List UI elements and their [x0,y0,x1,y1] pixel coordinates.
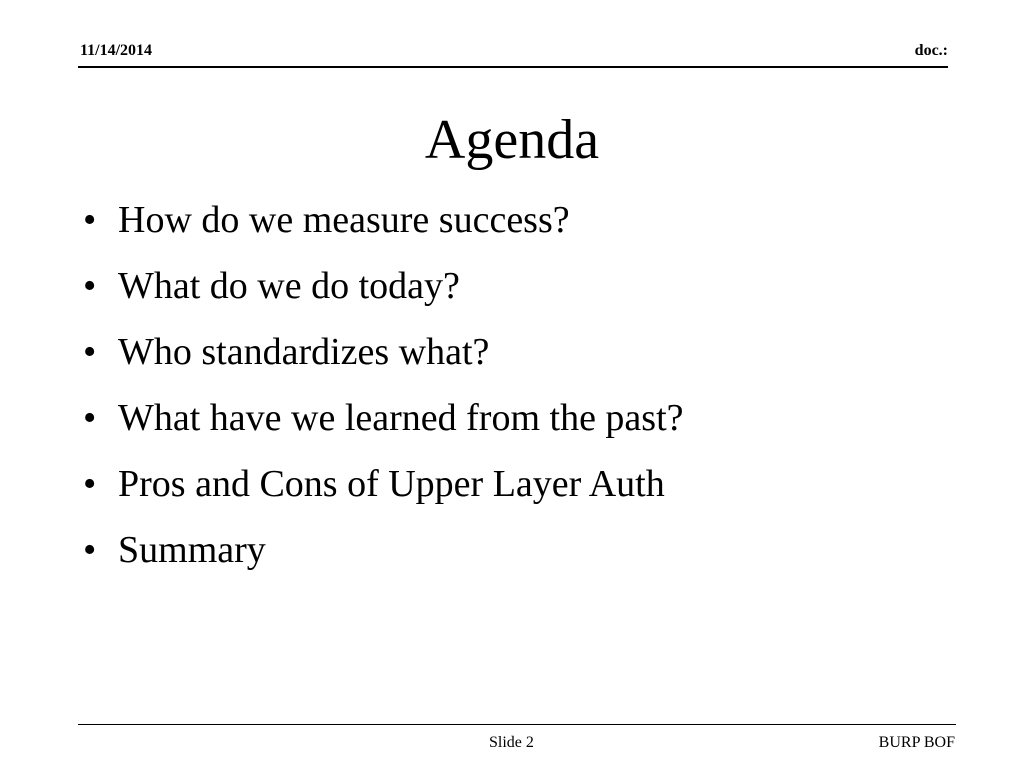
agenda-item [83,187,684,253]
bullet-icon: • [83,331,97,373]
bullet-icon: • [83,199,97,241]
header-doc-label: doc.: [914,42,948,59]
agenda-item-text: Pros and Cons of Upper Layer Auth [118,463,665,505]
slide-title: Agenda [424,109,600,171]
bullet-icon: • [83,265,97,307]
agenda-item-text: Who standardizes what? [118,331,490,373]
agenda-item-text: What do we do today? [118,265,460,307]
header-divider [78,66,948,68]
bullet-icon: • [83,529,97,571]
agenda-item-text: Summary [118,529,266,571]
agenda-item [83,517,684,583]
agenda-item [83,451,684,517]
bullet-icon: • [83,463,97,505]
agenda-item [83,253,684,319]
footer-label: BURP BOF [878,734,955,751]
agenda-item-text: What have we learned from the past? [118,397,684,439]
bullet-icon: • [83,397,97,439]
agenda-list [83,187,684,583]
slide-number: Slide 2 [489,734,534,751]
agenda-item [83,319,684,385]
agenda-item-text: How do we measure success? [118,199,570,241]
agenda-item [83,385,684,451]
header-date: 11/14/2014 [80,42,153,59]
footer-divider [78,724,956,725]
